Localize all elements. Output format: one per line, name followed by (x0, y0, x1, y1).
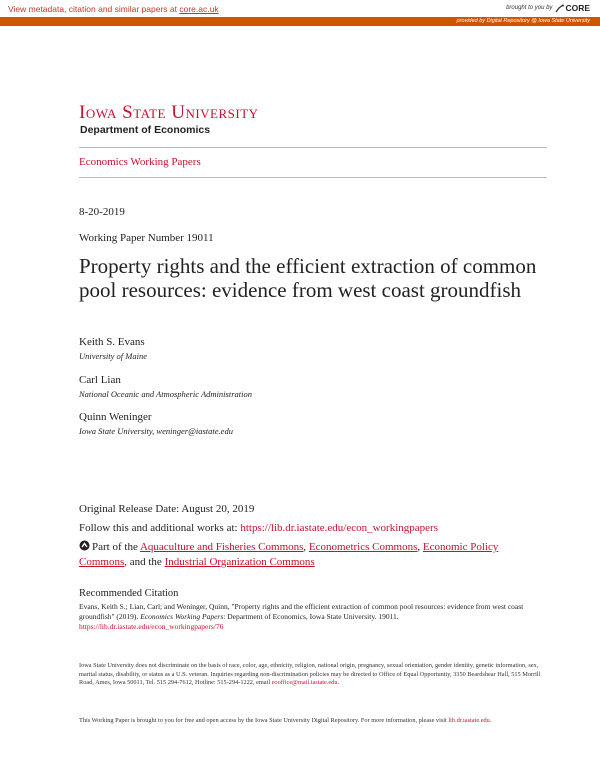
working-paper-number: Working Paper Number 19011 (79, 232, 214, 244)
commons-link[interactable]: Industrial Organization Commons (164, 556, 315, 568)
paper-title: Property rights and the efficient extraction of common pool resources: evidence from west coast groundfish (79, 254, 537, 302)
provider-link[interactable]: provided by Digital Repository @ Iowa State University (456, 18, 590, 24)
core-metadata-link[interactable]: View metadata, citation and similar papers at core.ac.uk (8, 4, 219, 14)
author-name: Quinn Weninger (79, 411, 152, 423)
divider (79, 177, 547, 178)
release-date: Original Release Date: August 20, 2019 (79, 503, 255, 515)
department-name: Department of Economics (80, 124, 211, 136)
follow-link[interactable]: https://lib.dr.iastate.edu/econ_workingpapers (240, 522, 438, 534)
citation-heading: Recommended Citation (79, 588, 179, 599)
email-link[interactable]: eooffice@mail.iastate.edu (271, 679, 338, 687)
author-affiliation: National Oceanic and Atmospheric Administration (79, 389, 252, 399)
university-logo: Iowa State University (79, 102, 259, 123)
author-name: Keith S. Evans (79, 336, 145, 348)
repository-link[interactable]: lib.dr.iastate.edu (448, 717, 490, 724)
divider (79, 147, 547, 148)
provider-bar (0, 17, 600, 26)
core-logo[interactable]: CORE (555, 3, 590, 13)
commons-link[interactable]: Aquaculture and Fisheries Commons (139, 541, 304, 553)
follow-line: Follow this and additional works at: https://lib.dr.iastate.edu/econ_workingpapers (79, 522, 438, 534)
commons-link[interactable]: Econometrics Commons (308, 541, 418, 553)
citation-text: Evans, Keith S.; Lian, Carl; and Weninger, Quinn, "Property rights and the efficient extraction of common pool resources: evidence from west coast groundfish" (2019). Economics Working Papers: Department of Economics, Iowa State University. 19011. https://lib.dr.iastate.edu/econ_workingpapers/76 (79, 602, 524, 631)
open-access-icon (79, 540, 90, 551)
part-of-line: Part of the Aquaculture and Fisheries Commons, Econometrics Commons, Economic Policy Commons, and the Industrial Organization Commons (79, 541, 499, 568)
commons-link[interactable]: Economic Policy Commons (79, 541, 499, 568)
core-banner (0, 0, 600, 18)
paper-date: 8-20-2019 (79, 206, 125, 218)
nondiscrimination-notice: Iowa State University does not discriminate on the basis of race, color, age, ethnicity, religion, national origin, pregnancy, sexual orientation, gender identity, genetic information, sex, marital status, disability, or status as a U.S. veteran. Inquiries regarding non-discrimination policies may be directed to Office of Equal Opportunity, 3350 Beardshear Hall, 515 Morrill Road, Ames, Iowa 50011, Tel. 515 294-7612, Hotline: 515-294-1222, email eooffice@mail.iastate.edu. (79, 662, 541, 687)
series-link[interactable]: Economics Working Papers (79, 156, 201, 168)
citation-link[interactable]: https://lib.dr.iastate.edu/econ_workingpapers/76 (79, 622, 224, 631)
author-affiliation: University of Maine (79, 351, 147, 361)
open-access-notice: This Working Paper is brought to you for free and open access by the Iowa State University Digital Repository. For more information, please visit lib.dr.iastate.edu. (79, 717, 492, 724)
author-name: Carl Lian (79, 374, 121, 386)
brought-by: brought to you by CORE (506, 3, 590, 13)
author-affiliation: Iowa State University, weninger@iastate.edu (79, 426, 233, 436)
core-logo-icon (555, 4, 564, 13)
